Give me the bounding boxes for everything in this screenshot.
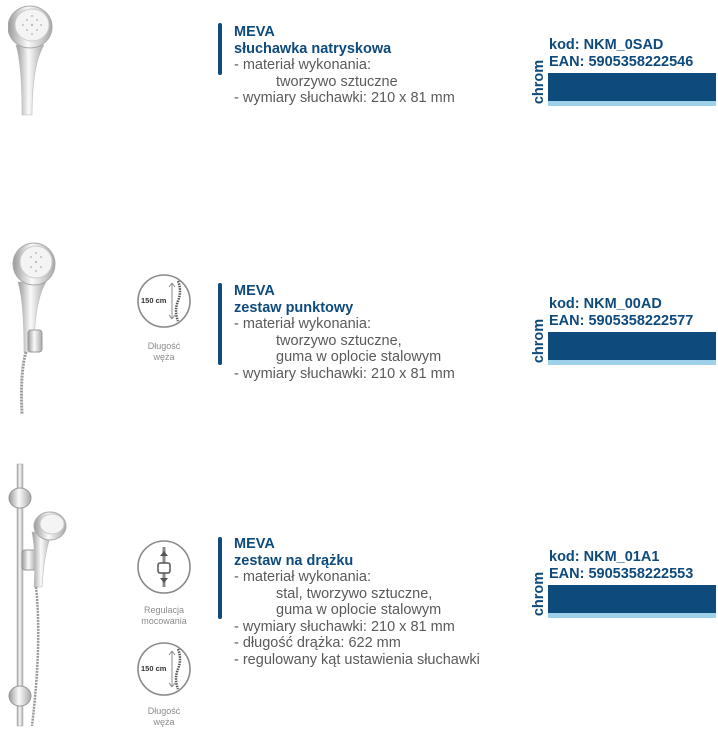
product-code: kod: NKM_0SAD (549, 37, 664, 53)
spec-line: - wymiary słuchawki: 210 x 81 mm (234, 365, 455, 382)
spec-line: - wymiary słuchawki: 210 x 81 mm (234, 90, 455, 106)
product-type: zestaw na drążku (234, 552, 354, 569)
product-ean: EAN: 5905358222577 (549, 313, 694, 329)
product-name: MEVA (234, 24, 275, 40)
spec-line: tworzywo sztuczne, (276, 332, 402, 349)
product-code: kod: NKM_00AD (549, 296, 662, 312)
product-codes (549, 296, 693, 330)
hose-length-caption: Długość węża (147, 706, 181, 727)
hose-length-value: 150 cm (141, 664, 167, 673)
hose-length-caption: Długość węża (147, 341, 181, 362)
product-name: MEVA (234, 283, 275, 299)
rail-set-image (2, 462, 72, 729)
handshower-image (8, 5, 58, 120)
mount-adjust-caption: Regulacja mocowania (141, 605, 187, 626)
spec-line: - wymiary słuchawki: 210 x 81 mm (234, 618, 455, 635)
finish-label: chrom (531, 59, 547, 105)
spec-line: guma w oplocie stalowym (276, 602, 442, 618)
point-set-image (8, 242, 58, 414)
hose-length-icon (136, 273, 192, 334)
spec-line: - materiał wykonania: (234, 569, 371, 585)
finish-swatch (548, 73, 716, 106)
product-type: zestaw punktowy (234, 299, 354, 316)
spec-line: stal, tworzywo sztuczne, (276, 585, 433, 602)
finish-swatch (548, 332, 716, 365)
finish-swatch (548, 585, 716, 618)
spec-line: - materiał wykonania: (234, 316, 371, 332)
product-description (234, 24, 455, 107)
spec-line: - regulowany kąt ustawienia słuchawki (234, 651, 480, 668)
product-ean: EAN: 5905358222546 (549, 54, 694, 70)
spec-line: tworzywo sztuczne (276, 73, 398, 90)
product-codes (549, 549, 693, 583)
spec-line: guma w oplocie stalowym (276, 349, 442, 365)
accent-bar (218, 23, 222, 75)
hose-length-icon (136, 641, 192, 702)
product-ean: EAN: 5905358222553 (549, 566, 694, 582)
product-code: kod: NKM_01A1 (549, 549, 660, 565)
product-description (234, 536, 480, 668)
product-codes (549, 37, 693, 71)
finish-label: chrom (531, 318, 547, 364)
product-description (234, 283, 455, 382)
accent-bar (218, 537, 222, 619)
spec-line: - długość drążka: 622 mm (234, 635, 401, 651)
accent-bar (218, 283, 222, 365)
product-name: MEVA (234, 536, 275, 552)
finish-label: chrom (531, 571, 547, 617)
hose-length-value: 150 cm (141, 296, 167, 305)
mount-adjust-icon (136, 539, 192, 600)
spec-line: - materiał wykonania: (234, 57, 371, 73)
product-type: słuchawka natryskowa (234, 40, 392, 57)
